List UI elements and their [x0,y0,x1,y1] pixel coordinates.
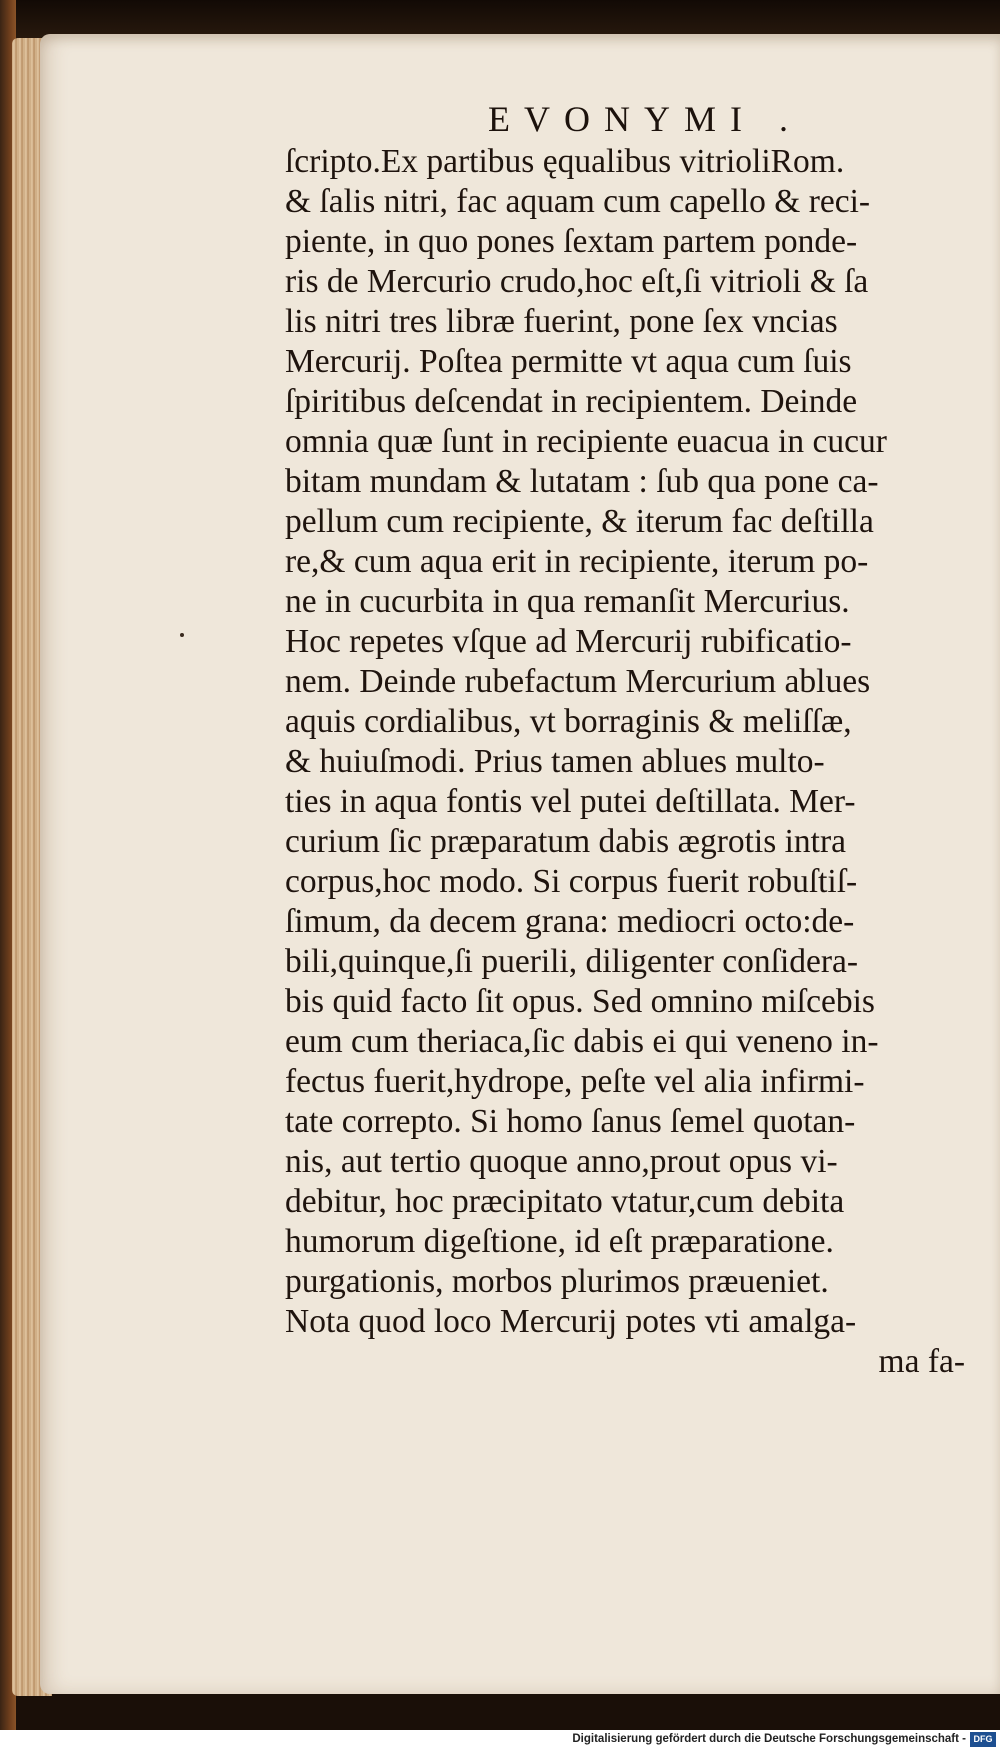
text-line: fectus fuerit,hydrope, peſte vel alia infirmi- [285,1063,865,1100]
text-line: & huiuſmodi. Prius tamen ablues multo- [285,743,825,780]
text-line: bitam mundam & lutatam : ſub qua pone ca- [285,463,879,500]
text-line: humorum digeſtione, id eſt præparatione. [285,1223,834,1260]
text-line: Nota quod loco Mercurij potes vti amalga- [285,1303,857,1340]
page-body-text [285,142,965,1382]
text-line: ne in cucurbita in qua remanſit Mercurius. [285,583,850,620]
text-line: ſcripto.Ex partibus ęqualibus vitrioliRom. [285,143,845,180]
text-line: nis, aut tertio quoque anno,prout opus vi- [285,1143,838,1180]
text-line: & ſalis nitri, fac aquam cum capello & reci- [285,183,871,220]
text-line: ſimum, da decem grana: mediocri octo:de- [285,903,855,940]
text-line: bis quid facto ſit opus. Sed omnino miſcebis [285,983,875,1020]
text-line: Hoc repetes vſque ad Mercurij rubificatio- [285,623,852,660]
digitization-credit: Digitalisierung gefördert durch die Deutsche Forschungsgemeinschaft - [572,1733,966,1745]
footer-bar [0,1730,1000,1753]
text-line: pellum cum recipiente, & iterum fac deſtilla [285,503,874,540]
text-line: ris de Mercurio crudo,hoc eſt,ſi vitrioli & ſa [285,263,869,300]
catchword: ma fa- [878,1343,965,1380]
text-line: omnia quæ ſunt in recipiente euacua in cucur [285,423,887,460]
text-line: curium ſic præparatum dabis ægrotis intra [285,823,847,860]
text-line: ties in aqua fontis vel putei deſtillata. Mer- [285,783,856,820]
ink-speck [180,633,184,637]
text-line: debitur, hoc præcipitato vtatur,cum debita [285,1183,845,1220]
text-line: re,& cum aqua erit in recipiente, iterum po- [285,543,869,580]
text-line: tate correpto. Si homo ſanus ſemel quotan- [285,1103,856,1140]
text-line: purgationis, morbos plurimos præueniet. [285,1263,829,1300]
text-line: corpus,hoc modo. Si corpus fuerit robuſtiſ- [285,863,858,900]
text-line: Mercurij. Poſtea permitte vt aqua cum ſuis [285,343,852,380]
text-line: nem. Deinde rubefactum Mercurium ablues [285,663,871,700]
text-line: ſpiritibus deſcendat in recipientem. Deinde [285,383,858,420]
text-line: piente, in quo pones ſextam partem ponde- [285,223,858,260]
text-line: lis nitri tres libræ fuerint, pone ſex vncias [285,303,838,340]
text-line: bili,quinque,ſi puerili, diligenter conſidera- [285,943,859,980]
dfg-logo-icon: DFG [970,1732,996,1747]
text-line: aquis cordialibus, vt borraginis & meliſſæ, [285,703,852,740]
running-head: EVONYMI . [488,99,802,139]
text-line: eum cum theriaca,ſic dabis ei qui veneno in- [285,1023,879,1060]
